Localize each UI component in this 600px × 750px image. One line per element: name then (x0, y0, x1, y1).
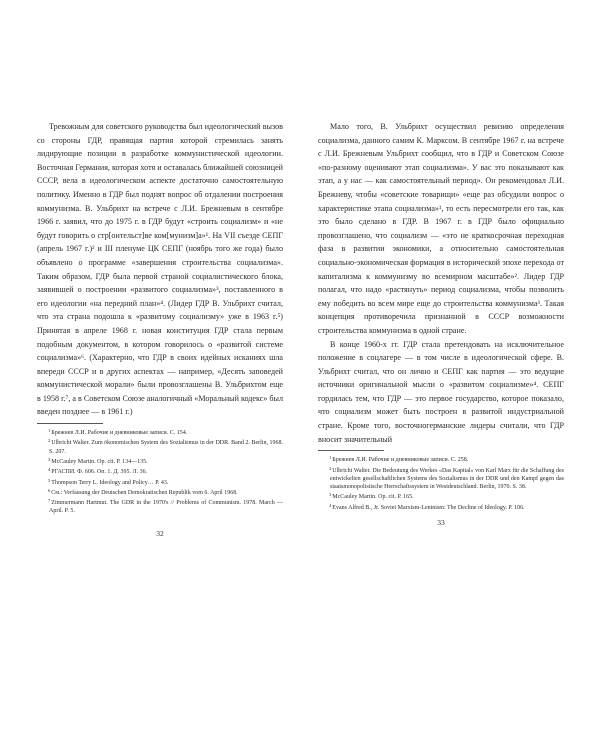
paragraph: Тревожным для советского руководства был идеологический вызов со стороны ГДР, правящая партия которой стремилась занять лидирующие позиции в разработке коммунистической идеологии. Восточная Германия, которая хотя и оставалась ближайшей союзницей СССР, вела в идеологическом аспекте достаточно самостоятельную политику. Именно в ГДР был поднят вопрос об отдалении построения коммунизма. В. Ульбрихт на встрече с Л.И. Брежневым в сентябре 1966 г. заявил, что до 1975 г. в ГДР будут «строить социализм» и «не будут говорить о стр[оительст]ве ком[мунизм]а»¹. На VII съезде СЕПГ (апрель 1967 г.)² и III пленуме ЦК СЕПГ (ноябрь того же года) было объявлено о программе «завершения строительства социализма». Таким образом, ГДР была первой страной социалистического блока, заявившей о построении «развитого социализма»³, поставленного в его идеологии «на передний план»⁴. (Лидер ГДР В. Ульбрихт считал, что эта страна подошла к «развитому социализму» уже в 1963 г.⁵) Принятая в апреле 1968 г. новая конституция ГДР стала первым подобным документом, в котором говорилось о «развитой системе социализма»⁶. (Характерно, что ГДР в своих идейных исканиях шла впереди СССР и в других аспектах — например, «Десять заповедей коммунистической морали» были провозглашены В. Ульбрихтом еще в 1958 г.⁷, а в Советском Союзе аналогичный «Моральный кодекс» был введен позднее — в 1961 г.) (37, 122, 283, 417)
footnote-number: 3 (48, 456, 51, 462)
footnote-text: Ulbricht Walter. Zum ökonomischen System des Sozialismus in der DDR. Band 2. Berlin, 1968. S. 207. (49, 440, 283, 455)
footnote (37, 456, 283, 466)
footnote-number: 2 (48, 438, 51, 444)
footnote (37, 437, 283, 456)
footnote-text: McCauley Martin. Op. cit. P. 165. (332, 494, 414, 501)
footnote-number: 6 (48, 487, 51, 493)
footnote-divider (37, 423, 103, 424)
footnote (37, 477, 283, 487)
footnote (318, 465, 564, 492)
footnote (37, 487, 283, 497)
footnote (318, 454, 564, 464)
footnote-number: 4 (329, 502, 332, 508)
left-page-footnotes (37, 427, 283, 516)
footnote-number: 5 (48, 477, 51, 483)
left-page (37, 120, 283, 538)
footnote (37, 466, 283, 476)
footnote-text: Thompson Terry L. Ideology and Policy… P. 43. (51, 479, 169, 486)
footnote-divider (318, 450, 384, 451)
footnote (318, 491, 564, 501)
footnote-text: McCauley Martin. Op. cit. P. 134—135. (51, 458, 148, 465)
footnote (37, 427, 283, 437)
footnote-text: Evans Alfred B., Jr. Soviet Marxism-Leninism: The Decline of Ideology. P. 106. (332, 504, 525, 511)
paragraph: Мало того, В. Ульбрихт осуществил ревизию определения социализма, данного самим К. Марксом. В сентябре 1967 г. на встрече с Л.И. Брежневым Ульбрихт сообщил, что в ГДР и Советском Союзе «по-разному оценивают этап социализма». У вас это показывают как этап, а у нас — как самостоятельный период». Он рекомендовал Л.И. Брежневу, чтобы «советские товарищи» «еще раз обсудили вопрос о характеристике этапа социализма»¹, то есть пересмотрели его так, как это было сделано в ГДР. В 1967 г. в ГДР было официально провозглашено, что социализм — «это не краткосрочная переходная фаза в развитии экономики, а относительно самостоятельная социально-экономическая формация в исторической эпохе перехода от капитализма к коммунизму во всемирном масштабе»². Лидер ГДР полагал, что надо «растянуть» период социализма, чтобы позволить ему победить во всем мире еще до строительства коммунизма³. Такая концепция противоречила признанной в СССР возможности строительства коммунизма в одной стране. (318, 122, 564, 335)
right-page-body (318, 120, 564, 446)
footnote (318, 502, 564, 512)
footnote-number: 3 (329, 492, 332, 498)
footnote-number: 1 (48, 428, 51, 434)
right-page (318, 120, 564, 527)
footnote-number: 1 (329, 455, 332, 461)
footnote-text: См.: Verfassung der Deutschen Demokratischen Republik vom 6. April 1968. (51, 489, 238, 496)
footnote (37, 497, 283, 516)
footnote-number: 7 (48, 498, 51, 504)
footnote-text: Брежнев Л.И. Рабочие и дневниковые записи. С. 258. (332, 457, 469, 464)
footnote-text: Zimmermann Hartmut. The GDR in the 1970's // Problems of Communism. 1978. March — April. P. 5. (49, 500, 283, 515)
right-page-footnotes (318, 454, 564, 512)
footnote-number: 4 (48, 467, 51, 473)
left-page-body (37, 120, 283, 419)
footnote-number: 2 (329, 465, 332, 471)
page-number: 32 (156, 528, 164, 538)
footnote-text: Брежнев Л.И. Рабочие и дневниковые записи. С. 154. (51, 430, 188, 437)
page-number: 33 (437, 518, 445, 528)
paragraph: В конце 1960-х гг. ГДР стала претендовать на исключительное положение в соцлагере — в том числе в идеологической сфере. В. Ульбрихт считал, что он лично и СЕПГ как партия — это ведущие источники оригинальной мысли о «развитом социализме»⁴. СЕПГ гордилась тем, что ГДР — это первое государство, которое показало, что социализм может быть построен в развитой индустриальной стране. Кроме того, восточногерманские лидеры считали, что ГДР вносит значительный (318, 339, 564, 444)
footnote-text: РГАСПИ. Ф. 606. Оп. 1. Д. 395. Л. 36. (51, 469, 148, 476)
footnote-text: Ulbricht Walter. Die Bedeutung des Werkes «Das Kapital» von Karl Marx für die Schaffung des entwickelten gesellschaftlichen Systems des Sozialismus in der DDR und den Kampf gegen das staatsmonopolistische Herrschaftssystem in Westdeutschland. Berlin, 1970. S. 38. (330, 467, 564, 491)
